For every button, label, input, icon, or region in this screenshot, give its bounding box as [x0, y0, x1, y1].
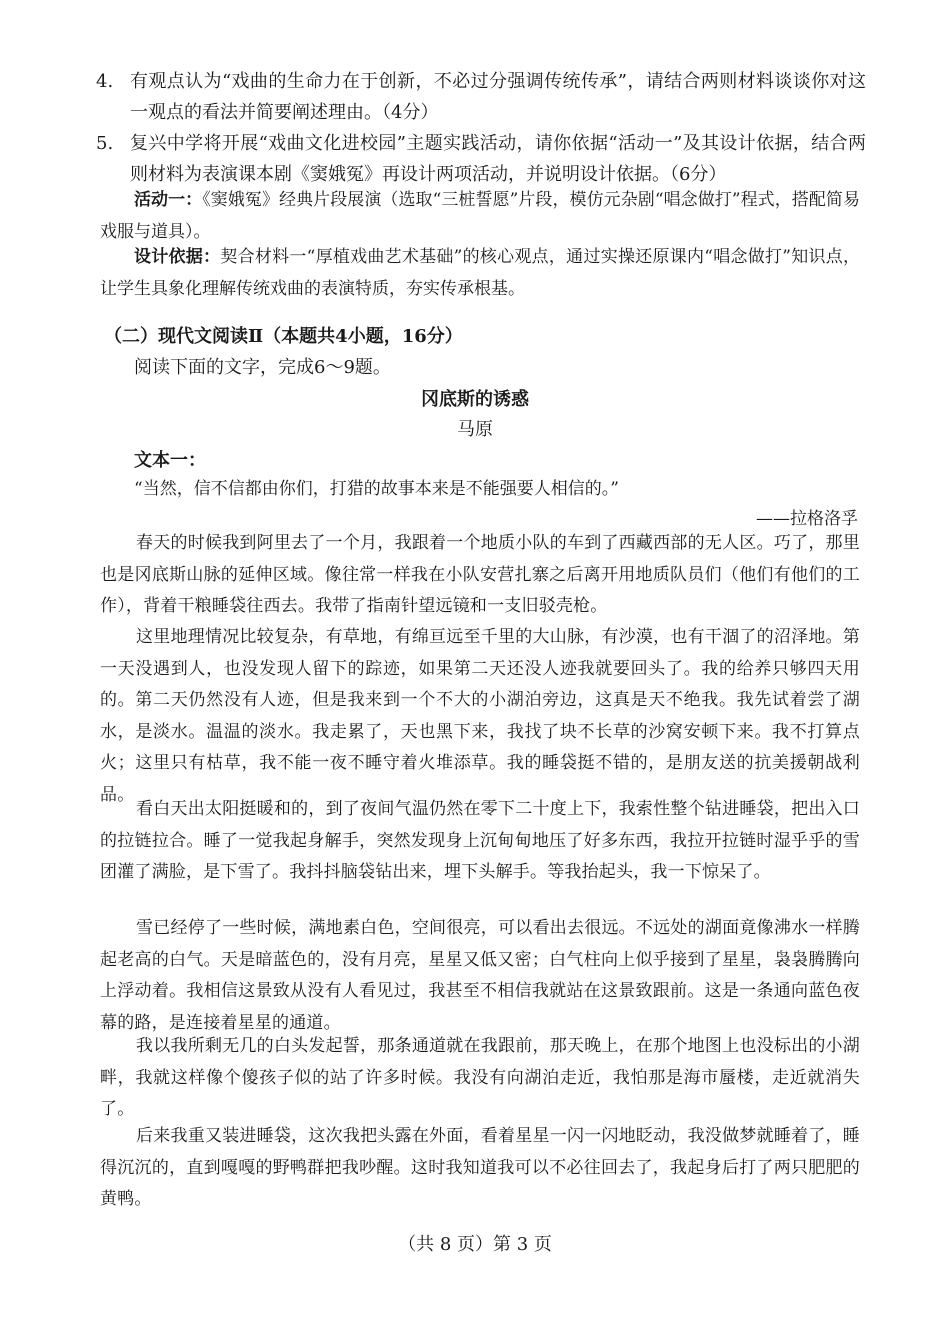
- activity-text: 《窦娥冤》经典片段展演（选取“三桩誓愿”片段，模仿元杂剧“唱念做打”程式，搭配简易戏服与道具）。: [100, 190, 860, 242]
- paragraph-3: 看白天出太阳挺暖和的，到了夜间气温仍然在零下二十度上下，我索性整个钻进睡袋，把出入口的拉链拉合。睡了一觉我起身解手，突然发现身上沉甸甸地压了好多东西，我拉开拉链时湿乎乎的雪团灌了满脸，是下雪了。我抖抖脑袋钻出来，埋下头解手。等我抬起头，我一下惊呆了。: [100, 799, 860, 882]
- design-basis-label: 设计依据：: [134, 247, 221, 267]
- question-text: 有观点认为“戏曲的生命力在于创新，不必过分强调传统传承”，请结合两则材料谈谈你对这一观点的看法并简要阐述理由。（4分）: [130, 71, 866, 123]
- activity-label: 活动一：: [134, 190, 203, 210]
- article-author: 马原: [457, 419, 493, 440]
- question-text: 复兴中学将开展“戏曲文化进校园”主题实践活动，请你依据“活动一”及其设计依据，结合两则材料为表演课本剧《窦娥冤》再设计两项活动，并说明设计依据。（6分）: [130, 133, 866, 185]
- epigraph: “当然，信不信都由你们，打猎的故事本来是不能强要人相信的。”: [134, 479, 619, 499]
- design-basis: [100, 241, 860, 305]
- paragraph-6: 后来我重又装进睡袋，这次我把头露在外面，看着星星一闪一闪地眨动，我没做梦就睡着了，睡得沉沉的，直到嘎嘎的野鸭群把我吵醒。这时我知道我可以不必往回去了，我起身后打了两只肥肥的黄鸭。: [100, 1126, 860, 1209]
- page-footer: （共 8 页）第 3 页: [398, 1234, 552, 1255]
- design-basis-text: 契合材料一“厚植戏曲艺术基础”的核心观点，通过实操还原课内“唱念做打”知识点，让学生具象化理解传统戏曲的表演特质，夯实传承根基。: [100, 247, 861, 299]
- question-number: 4.: [96, 71, 114, 92]
- paragraph-2: 这里地理情况比较复杂，有草地，有绵亘远至千里的大山脉，有沙漠，也有干涸了的沼泽地。第一天没遇到人，也没发现人留下的踪迹，如果第二天还没人迹我就要回头了。我的给养只够四天用的。第二天仍然没有人迹，但是我来到一个不大的小湖泊旁边，这真是天不绝我。我先试着尝了湖水，是淡水。温温的淡水。我走累了，天也黑下来，我找了块不长草的沙窝安顿下来。我不打算点火；这里只有枯草，我不能一夜不睡守着火堆添草。我的睡袋挺不错的，是朋友送的抗美援朝战利品。: [100, 627, 860, 805]
- article-title: 冈底斯的诱惑: [421, 389, 529, 410]
- section-heading: （二）现代文阅读Ⅱ（本题共4小题，16分）: [104, 326, 463, 347]
- paragraph-5: 我以我所剩无几的白头发起誓，那条通道就在我跟前，那天晚上，在那个地图上也没标出的小湖畔，我就这样像个傻孩子似的站了许多时候。我没有向湖泊走近，我怕那是海市蜃楼，走近就消失了。: [100, 1036, 860, 1119]
- question-number: 5.: [96, 133, 114, 154]
- text-one-label: 文本一：: [134, 450, 206, 471]
- question-4: [96, 66, 866, 128]
- paragraph-1: 春天的时候我到阿里去了一个月，我跟着一个地质小队的车到了西藏西部的无人区。巧了，那里也是冈底斯山脉的延伸区域。像往常一样我在小队安营扎寨之后离开用地质队员们（他们有他们的工作），背着干粮睡袋往西去。我带了指南针望远镜和一支旧驳壳枪。: [100, 533, 860, 616]
- epigraph-author: ——拉格洛孚: [756, 509, 858, 529]
- section-instruction: 阅读下面的文字，完成6～9题。: [134, 357, 391, 378]
- question-5: [96, 128, 866, 190]
- paragraph-4: 雪已经停了一些时候，满地素白色，空间很亮，可以看出去很远。不远处的湖面竟像沸水一样腾起老高的白气。天是暗蓝色的，没有月亮，星星又低又密；白气柱向上似乎接到了星星，袅袅腾腾向上浮动着。我相信这景致从没有人看见过，我甚至不相信我就站在这景致跟前。这是一条通向蓝色夜幕的路，是连接着星星的通道。: [100, 918, 860, 1033]
- activity-one: [100, 184, 860, 248]
